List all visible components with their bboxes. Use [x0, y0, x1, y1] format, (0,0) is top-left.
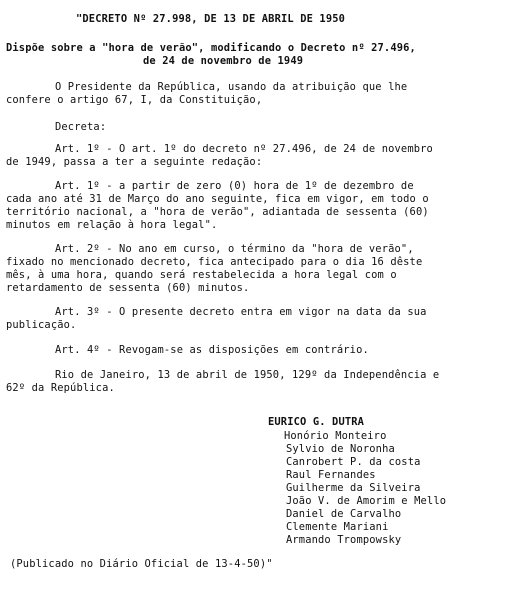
art2-line-2: fixado no mencionado decreto, fica antecipado para o dia 16 dêste — [6, 256, 423, 268]
preamble-line-1: O Presidente da República, usando da atribuição que lhe — [55, 81, 408, 93]
art2-line-1: Art. 2º - No ano em curso, o término da "hora de verão", — [55, 243, 414, 255]
minister-signature: Clemente Mariani — [286, 521, 389, 533]
minister-signature: Honório Monteiro — [284, 430, 387, 442]
minister-signature: João V. de Amorim e Mello — [286, 495, 447, 507]
art1-quote-line-3: território nacional, a "hora de verão", adiantada de sessenta (60) — [6, 206, 429, 218]
art3-line-1: Art. 3º - O presente decreto entra em vigor na data da sua — [55, 306, 427, 318]
art1-line-1: Art. 1º - O art. 1º do decreto nº 27.496, de 24 de novembro — [55, 143, 433, 155]
publication-footer: (Publicado no Diário Oficial de 13-4-50)" — [10, 558, 273, 570]
art1-quote-line-2: cada ano até 31 de Março do ano seguinte, fica em vigor, em todo o — [6, 193, 429, 205]
art1-quote-line-4: minutos em relação à hora legal". — [6, 219, 218, 231]
decree-title: "DECRETO Nº 27.998, DE 13 DE ABRIL DE 1950 — [76, 13, 346, 25]
closing-line-2: 62º da República. — [6, 382, 115, 394]
minister-signature: Canrobert P. da costa — [286, 456, 421, 468]
president-signature: EURICO G. DUTRA — [268, 416, 365, 428]
art1-quote-line-1: Art. 1º - a partir de zero (0) hora de 1º de dezembro de — [55, 180, 414, 192]
summary-line-1: Dispõe sobre a "hora de verão", modificando o Decreto nº 27.496, — [6, 42, 416, 54]
preamble-line-2: confere o artigo 67, I, da Constituição, — [6, 94, 263, 106]
summary-line-2: de 24 de novembro de 1949 — [143, 55, 304, 67]
minister-signature: Sylvio de Noronha — [286, 443, 395, 455]
minister-signature: Armando Trompowsky — [286, 534, 402, 546]
art3-line-2: publicação. — [6, 319, 77, 331]
decreta-label: Decreta: — [55, 121, 107, 133]
art1-line-2: de 1949, passa a ter a seguinte redação: — [6, 156, 263, 168]
minister-signature: Guilherme da Silveira — [286, 482, 421, 494]
art2-line-4: retardamento de sessenta (60) minutos. — [6, 282, 250, 294]
minister-signature: Daniel de Carvalho — [286, 508, 402, 520]
closing-line-1: Rio de Janeiro, 13 de abril de 1950, 129º da Independência e — [55, 369, 440, 381]
art4-line: Art. 4º - Revogam-se as disposições em contrário. — [55, 344, 369, 356]
minister-signature: Raul Fernandes — [286, 469, 376, 481]
art2-line-3: mês, à uma hora, quando será restabelecida a hora legal com o — [6, 269, 397, 281]
